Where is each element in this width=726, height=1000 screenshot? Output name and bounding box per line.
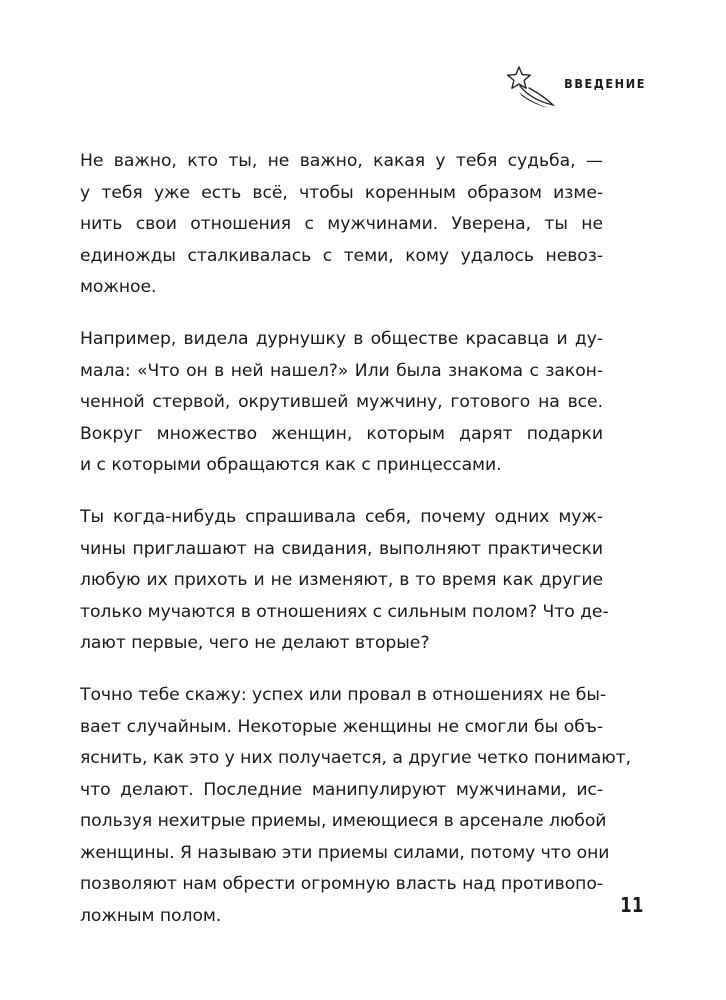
text-line: чины приглашают на свидания, выполняют практически xyxy=(80,538,603,559)
text-line: ложным полом. xyxy=(80,906,222,927)
paragraph-2 xyxy=(80,324,603,482)
paragraph-3 xyxy=(80,502,609,660)
paragraph-1 xyxy=(80,146,603,304)
text-line: можное. xyxy=(80,277,157,298)
text-line: яснить, как это у них получается, а другие четко понимают, xyxy=(80,748,632,769)
text-line: Точно тебе скажу: успех или провал в отношениях не бы- xyxy=(80,684,607,705)
text-line: единожды сталкивалась с теми, кому удалось невоз- xyxy=(80,245,603,266)
text-line: пользуя нехитрые приемы, имеющиеся в арсенале любой xyxy=(80,811,607,832)
text-line: лают первые, чего не делают вторые? xyxy=(80,633,430,654)
running-header xyxy=(506,62,646,110)
text-line: Вокруг множество женщин, которым дарят подарки xyxy=(80,423,603,444)
text-line: мала: «Что он в ней нашел?» Или была знакома с закон- xyxy=(80,360,603,381)
text-line: ченной стервой, окрутившей мужчину, готового на все. xyxy=(80,392,603,413)
text-line: нить свои отношения с мужчинами. Уверена, ты не xyxy=(80,214,603,235)
text-line: вает случайным. Некоторые женщины не смогли бы объ- xyxy=(80,716,603,737)
text-line: и с которыми обращаются как с принцессами. xyxy=(80,455,502,476)
text-line: Не важно, кто ты, не важно, какая у тебя судьба, — xyxy=(80,151,603,171)
text-line: только мучаются в отношениях с сильным полом? Что де- xyxy=(80,601,609,622)
text-line: у тебя уже есть всё, чтобы коренным образом изме- xyxy=(80,182,603,203)
text-line: что делают. Последние манипулируют мужчинами, ис- xyxy=(80,779,603,800)
text-line: Например, видела дурнушку в обществе красавца и ду- xyxy=(80,328,603,349)
text-line: женщины. Я называю эти приемы силами, потому что они xyxy=(80,842,610,863)
section-title: ВВЕДЕНИЕ xyxy=(564,75,646,91)
text-line: любую их прихоть и не изменяют, в то время как другие xyxy=(80,570,603,591)
text-line: Ты когда-нибудь спрашивала себя, почему одних муж- xyxy=(80,506,603,527)
page-number: 11 xyxy=(620,893,644,917)
shooting-star-icon xyxy=(506,62,556,110)
text-line: позволяют нам обрести огромную власть над противопо- xyxy=(80,874,603,895)
